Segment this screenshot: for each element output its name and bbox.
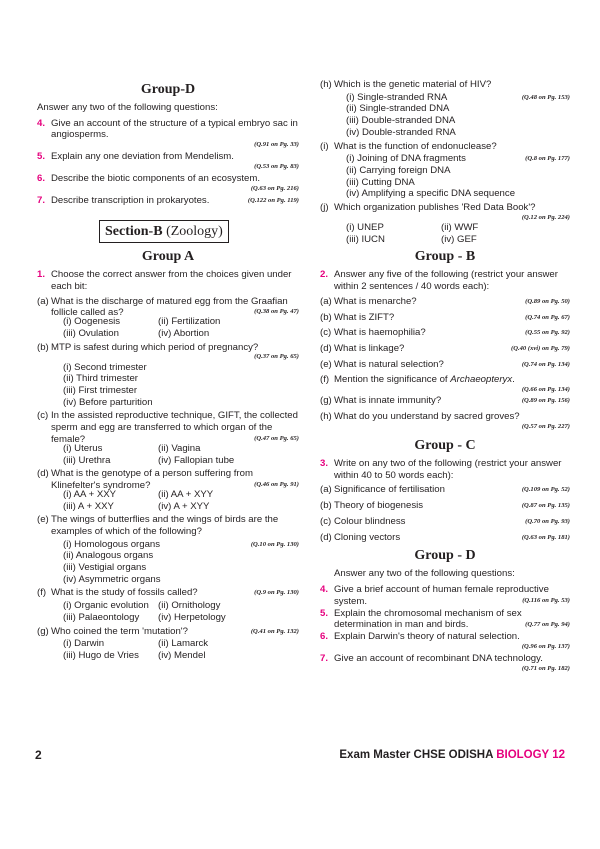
question-number: 6.: [37, 173, 46, 185]
option: (i) UNEP: [346, 221, 384, 233]
option: (iv) Double-stranded RNA: [346, 126, 456, 138]
bit-f: [37, 587, 299, 623]
question-5: [37, 151, 299, 170]
sub-question: [320, 359, 570, 371]
option: (ii) Third trimester: [63, 373, 138, 385]
book-title-subject: BIOLOGY 12: [496, 749, 565, 761]
option: (iv) Abortion: [158, 327, 210, 339]
bit-ref: (Q.10 on Pg. 130): [250, 540, 299, 548]
question-text: Choose the correct answer from the choices given under each bit:: [51, 269, 292, 292]
option: (i) Second trimester: [63, 361, 147, 373]
group-d-instruction: Answer any two of the following questions:: [37, 102, 218, 114]
question-text: Give a brief account of human female reproductive system.: [334, 584, 549, 607]
sub-text-end: .: [512, 374, 515, 386]
group-d-instruction-right: Answer any two of the following questions:: [334, 568, 515, 580]
bit-text: In the assisted reproductive technique, GIFT, the collected sperm and egg are transferred to which organ of the female?: [51, 410, 298, 445]
bit-c: [37, 410, 299, 466]
question-7-right: [320, 653, 570, 672]
sub-question: [320, 312, 570, 324]
option: (iii) A + XXY: [63, 500, 114, 512]
option: (ii) Vagina: [158, 442, 201, 454]
sub-label: (d): [320, 342, 332, 354]
question-ref: (Q.96 on Pg. 137): [521, 643, 570, 651]
group-a-heading: Group A: [141, 249, 195, 265]
sub-ref: (Q.63 on Pg. 181): [521, 533, 570, 541]
sub-text: What is linkage?: [334, 342, 405, 354]
right-column: [320, 78, 570, 675]
group-d-heading: Group-D: [140, 82, 196, 97]
sub-label: (h): [320, 411, 332, 423]
bit-options: [334, 92, 570, 139]
bit-options: [51, 316, 299, 339]
bit-options: [51, 539, 299, 586]
sub-question: [320, 500, 570, 512]
section-b-subject: (Zoology): [162, 224, 223, 240]
bit-text: What is the genotype of a person suffering from Klinefelter's syndrome?: [51, 468, 253, 491]
group-d-heading-right: Group - D: [414, 548, 476, 564]
question-number: 2.: [320, 269, 329, 281]
bit-options: [51, 362, 299, 409]
sub-text: Theory of biogenesis: [334, 500, 424, 512]
option: (ii) Ornithology: [158, 600, 221, 612]
sub-text: What is ZIFT?: [334, 311, 395, 323]
bit-text: Which is the genetic material of HIV?: [334, 79, 492, 90]
option: (ii) Carrying foreign DNA: [346, 164, 451, 176]
option: (iii) IUCN: [346, 233, 385, 245]
question-text: Explain the chromosomal mechanism of sex determination in man and birds.: [334, 607, 522, 631]
question-number: 3.: [320, 458, 329, 470]
option: (ii) AA + XYY: [158, 488, 214, 500]
question-6-right: [320, 631, 570, 650]
bit-text: The wings of butterflies and the wings of birds are the examples of which of the following?: [51, 514, 279, 537]
bit-ref: (Q.41 on Pg. 132): [250, 627, 299, 635]
option: (i) Uterus: [63, 442, 103, 454]
bit-label: (a): [37, 295, 49, 307]
sub-label: (c): [320, 515, 332, 527]
sub-label: (f): [320, 374, 330, 386]
sub-question: [320, 343, 570, 355]
question-ref: (Q.71 on Pg. 182): [521, 665, 570, 673]
question-number: 4.: [37, 117, 46, 129]
sub-ref: (Q.40 (xvi) on Pg. 79): [511, 344, 570, 352]
sub-ref: (Q.87 on Pg. 135): [521, 502, 570, 510]
bit-ref: (Q.46 on Pg. 91): [254, 480, 299, 488]
option: (iv) Before parturition: [63, 396, 153, 408]
question-7: [37, 195, 299, 207]
bit-b: [37, 342, 299, 409]
bit-label: (e): [37, 514, 49, 526]
option: (ii) Lamarck: [158, 638, 209, 650]
group-b-heading: Group - B: [414, 249, 476, 265]
bit-text: What is the discharge of matured egg from the Graafian follicle called as?: [51, 295, 288, 319]
bit-text: What is the function of endonuclease?: [334, 140, 497, 152]
book-title: [339, 748, 565, 762]
option: (i) Single-stranded RNA: [346, 91, 448, 103]
bit-options: [334, 222, 570, 245]
question-number: 7.: [37, 195, 46, 207]
option: (iii) Ovulation: [63, 327, 119, 339]
sub-ref: (Q.57 on Pg. 227): [521, 422, 570, 430]
option: (iii) First trimester: [63, 385, 138, 397]
option: (iii) Cutting DNA: [346, 176, 415, 188]
question-ref: (Q.116 on Pg. 53): [522, 597, 570, 605]
group-c-heading: Group - C: [414, 438, 476, 453]
option: (iv) GEF: [441, 233, 477, 245]
question-ref: (Q.77 on Pg. 94): [525, 621, 570, 629]
sub-question: [320, 532, 570, 544]
sub-ref: (Q.74 on Pg. 67): [525, 313, 570, 321]
bit-ref: (Q.12 on Pg. 224): [521, 213, 570, 221]
bit-e: [37, 514, 299, 585]
bit-options: [51, 489, 299, 512]
sub-text: What is haemophilia?: [334, 327, 426, 339]
option: (iii) Urethra: [63, 454, 111, 466]
option: (i) Organic evolution: [63, 600, 149, 612]
question-text: Describe transcription in prokaryotes.: [51, 195, 210, 207]
bit-options: [334, 153, 570, 200]
option: (iv) Mendel: [158, 650, 206, 661]
bit-options: [51, 638, 299, 661]
question-text: Explain Darwin's theory of natural selection.: [334, 631, 520, 643]
bit-a: [37, 296, 299, 340]
option: (ii) WWF: [441, 221, 479, 233]
option: (i) Homologous organs: [63, 538, 161, 550]
bit-ref: (Q.37 on Pg. 65): [254, 353, 299, 361]
question-4: [37, 118, 299, 149]
sub-label: (b): [320, 500, 332, 512]
sub-label: (a): [320, 484, 332, 496]
sub-ref: (Q.89 on Pg. 156): [521, 397, 570, 405]
sub-text-italic: Archaeopteryx: [450, 374, 513, 386]
bit-options: [51, 443, 299, 466]
sub-text: Colour blindness: [334, 515, 406, 527]
question-text: Give an account of recombinant DNA technology.: [334, 653, 543, 665]
sub-label: (g): [320, 395, 332, 407]
bit-d: [37, 468, 299, 512]
sub-text: Significance of fertilisation: [334, 484, 445, 496]
option: (i) Oogenesis: [63, 316, 121, 328]
question-ref: (Q.122 on Pg. 119): [247, 197, 299, 205]
bit-text: What is the study of fossils called?: [51, 587, 198, 599]
bit-label: (h): [320, 79, 332, 90]
bit-text: MTP is safest during which period of pregnancy?: [51, 341, 259, 353]
sub-label: (a): [320, 295, 332, 307]
question-ref: (Q.91 on Pg. 33): [254, 141, 299, 149]
sub-label: (b): [320, 311, 332, 323]
bit-label: (i): [320, 140, 329, 152]
sub-question: [320, 516, 570, 528]
sub-label: (d): [320, 531, 332, 543]
question-number: 6.: [320, 631, 329, 643]
bit-j: [320, 202, 570, 245]
option: (iv) Fallopian tube: [158, 454, 235, 466]
bit-ref: (Q.9 on Pg. 130): [254, 589, 299, 597]
question-text: Give an account of the structure of a typical embryo sac in angiosperms.: [51, 117, 298, 141]
sub-text: What is menarche?: [334, 295, 417, 307]
bit-label: (j): [320, 202, 329, 214]
sub-question: [320, 296, 570, 308]
option: (i) Darwin: [63, 638, 105, 650]
question-number: 5.: [320, 607, 329, 619]
sub-text: Mention the significance of: [334, 374, 451, 386]
sub-question: [320, 327, 570, 339]
bit-options: [51, 600, 299, 623]
sub-text: What do you understand by sacred groves?: [334, 411, 520, 423]
option: (iii) Double-stranded DNA: [346, 115, 456, 127]
sub-label: (c): [320, 327, 332, 339]
sub-question: [320, 374, 570, 393]
option: (ii) Single-stranded DNA: [346, 103, 450, 115]
option: (iii) Vestigial organs: [63, 562, 147, 574]
sub-text: What is natural selection?: [334, 358, 444, 370]
option: (i) AA + XXY: [63, 488, 117, 500]
question-text: Write on any two of the following (restrict your answer within 40 to 50 words each):: [334, 458, 562, 481]
bit-ref: (Q.38 on Pg. 47): [254, 308, 299, 316]
option: (ii) Analogous organs: [63, 550, 154, 562]
bit-ref: (Q.48 on Pg. 153): [521, 93, 570, 101]
question-4-right: [320, 584, 570, 605]
question-number: 7.: [320, 653, 329, 665]
option: (iii) Hugo de Vries: [63, 650, 139, 661]
page-number: 2: [35, 748, 42, 762]
question-3: [320, 458, 570, 481]
sub-ref: (Q.109 on Pg. 52): [521, 486, 570, 494]
sub-ref: (Q.89 on Pg. 50): [525, 297, 570, 305]
question-2: [320, 269, 570, 292]
bit-ref: (Q.47 on Pg. 65): [254, 434, 299, 442]
bit-label: (f): [37, 587, 47, 599]
bit-label: (d): [37, 468, 49, 480]
bit-h: [320, 79, 570, 139]
sub-question: [320, 484, 570, 496]
bit-text: Who coined the term 'mutation'?: [51, 625, 188, 637]
question-number: 4.: [320, 584, 329, 596]
question-number: 5.: [37, 151, 46, 163]
bit-label: (b): [37, 341, 49, 353]
option: (iv) Asymmetric organs: [63, 573, 161, 585]
book-title-main: Exam Master CHSE ODISHA: [339, 749, 497, 761]
question-text: Describe the biotic components of an ecosystem.: [51, 173, 261, 185]
sub-ref: (Q.74 on Pg. 134): [521, 360, 570, 368]
question-ref: (Q.53 on Pg. 83): [254, 163, 299, 171]
section-b-title: [99, 220, 229, 243]
sub-ref: (Q.66 on Pg. 134): [521, 386, 570, 394]
sub-ref: (Q.70 on Pg. 93): [525, 517, 570, 525]
question-text: Answer any five of the following (restrict your answer within 2 sentences / 40 words each):: [334, 269, 558, 293]
bit-text: Which organization publishes 'Red Data Book'?: [334, 202, 536, 214]
option: (iv) Amplifying a specific DNA sequence: [346, 188, 516, 200]
question-1: [37, 269, 299, 292]
question-5-right: [320, 608, 570, 629]
question-number: 1.: [37, 269, 46, 281]
left-column: [37, 78, 299, 664]
option: (iii) Palaeontology: [63, 611, 140, 623]
sub-question: [320, 411, 570, 430]
section-b-bold: Section-B: [105, 224, 163, 240]
option: (i) Joining of DNA fragments: [346, 153, 466, 165]
sub-label: (e): [320, 358, 332, 370]
sub-text: Cloning vectors: [334, 531, 401, 543]
option: (ii) Fertilization: [158, 316, 221, 328]
bit-label: (g): [37, 625, 49, 637]
sub-question: [320, 395, 570, 407]
sub-ref: (Q.55 on Pg. 92): [525, 329, 570, 337]
bit-i: [320, 141, 570, 201]
sub-text: What is innate immunity?: [334, 395, 442, 407]
question-text: Explain any one deviation from Mendelism.: [51, 151, 234, 163]
bit-ref: (Q.8 on Pg. 177): [525, 155, 570, 163]
option: (iv) Herpetology: [158, 611, 226, 623]
bit-g: [37, 626, 299, 662]
bit-label: (c): [37, 410, 49, 422]
question-ref: (Q.63 on Pg. 216): [250, 185, 299, 193]
question-6: [37, 173, 299, 192]
option: (iv) A + XYY: [158, 500, 210, 512]
